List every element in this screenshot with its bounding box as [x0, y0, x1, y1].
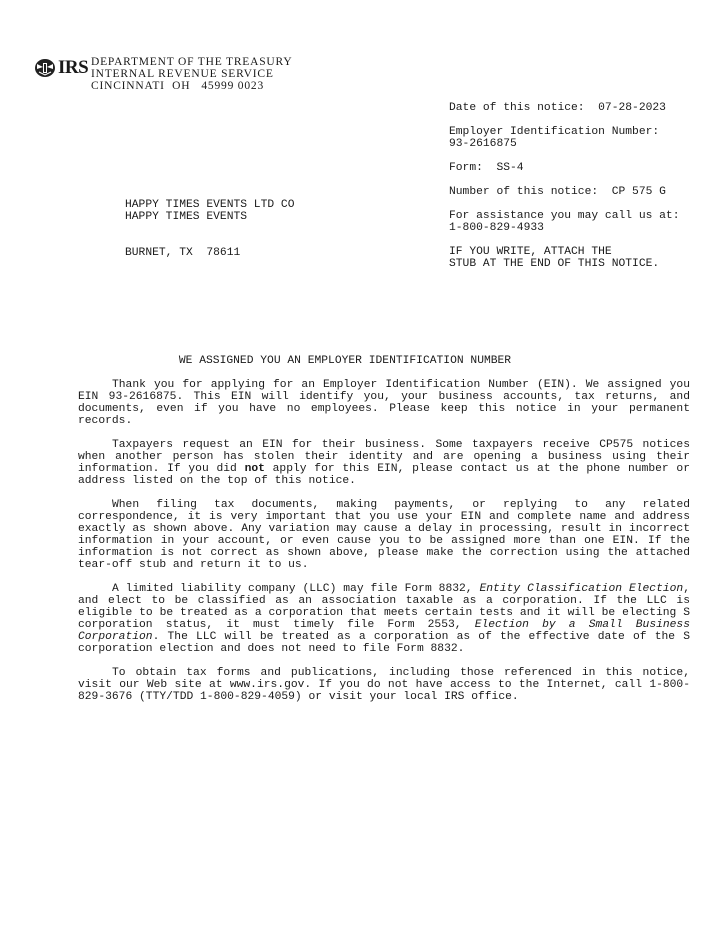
paragraph-text: apply for this EIN, please contact us at the phone number or address listed on the top of this notice. [78, 463, 690, 487]
notice-number [449, 186, 719, 198]
eagle-icon [34, 58, 56, 78]
notice-date [449, 102, 719, 114]
address-line: HAPPY TIMES EVENTS LTD CO [125, 199, 295, 211]
irs-logo [34, 57, 90, 79]
paragraph [78, 583, 690, 655]
ein-label: Employer Identification Number: [449, 126, 660, 138]
paragraph-text: . The LLC will be treated as a corporation as of the effective date of the S corporation election and does not need to file Form 8832. [78, 631, 690, 655]
form-title-italic: Entity Classification Election [479, 583, 684, 595]
form-label: Form: [449, 162, 483, 174]
address-line: BURNET, TX 78611 [125, 247, 241, 259]
write-instruction-1: IF YOU WRITE, ATTACH THE [449, 246, 612, 258]
write-instruction-2: STUB AT THE END OF THIS NOTICE. [449, 258, 660, 270]
assistance-text: For assistance you may call us at: [449, 210, 680, 222]
logo-text: IRS [58, 57, 89, 78]
paragraph-text: Thank you for applying for an Employer Identification Number (EIN). We assigned you EIN 93-2616875. This EIN will identify you, your business accounts, tax returns, and documents, even if you have no employees. Please keep this notice in your permanent records. [78, 379, 690, 427]
date-value: 07-28-2023 [598, 102, 666, 114]
form-title-italic: Election by a Small Business Corporation [78, 619, 690, 643]
paragraph-text: Taxpayers request an EIN for their business. Some taxpayers receive CP575 notices when another person has stolen their identity and are opening a business using their information. If you did [78, 439, 690, 475]
emphasis-not: not [244, 463, 265, 475]
paragraph-text: To obtain tax forms and publications, including those referenced in this notice, visit our Web site at www.irs.gov. If you do not have access to the Internet, call 1-800-829-3676 (TTY/TDD 1-800-829-4059) or visit your local IRS office. [78, 667, 690, 703]
paragraph-text: A limited liability company (LLC) may file Form 8832, [112, 583, 473, 595]
paragraph [78, 439, 690, 487]
notice-title: WE ASSIGNED YOU AN EMPLOYER IDENTIFICATION NUMBER [178, 355, 512, 367]
agency-address [91, 56, 292, 92]
notice-number-label: Number of this notice: [449, 186, 599, 198]
form-value: SS-4 [496, 162, 524, 174]
agency-line: INTERNAL REVENUE SERVICE [91, 68, 274, 80]
ein-value: 93-2616875 [449, 138, 517, 150]
date-label: Date of this notice: [449, 102, 585, 114]
notice-body [78, 379, 690, 715]
paragraph-text: When filing tax documents, making payments, or replying to any related correspondence, it is very important that you use your EIN and complete name and address exactly as shown above. Any variation may cause a delay in processing, result in incorrect information in your account, or even cause you to be assigned more than one EIN. If the information is not correct as shown above, please make the correction using the attached tear-off stub and return it to us. [78, 499, 690, 571]
recipient-address [125, 199, 294, 259]
agency-line: CINCINNATI OH 45999 0023 [91, 80, 265, 92]
form-info [449, 162, 719, 174]
notice-number-value: CP 575 G [611, 186, 666, 198]
paragraph [78, 667, 690, 703]
address-line: HAPPY TIMES EVENTS [125, 211, 248, 223]
notice-info [449, 102, 719, 282]
agency-line: DEPARTMENT OF THE TREASURY [91, 56, 293, 68]
paragraph [78, 499, 690, 571]
paragraph [78, 379, 690, 427]
assistance-phone: 1-800-829-4933 [449, 222, 544, 234]
paragraph-text: , and elect to be classified as an association taxable as a corporation. If the LLC is eligible to be treated as a corporation that meets certain tests and it will be electing S corporation status, it must timely file Form 2553, [78, 583, 690, 631]
